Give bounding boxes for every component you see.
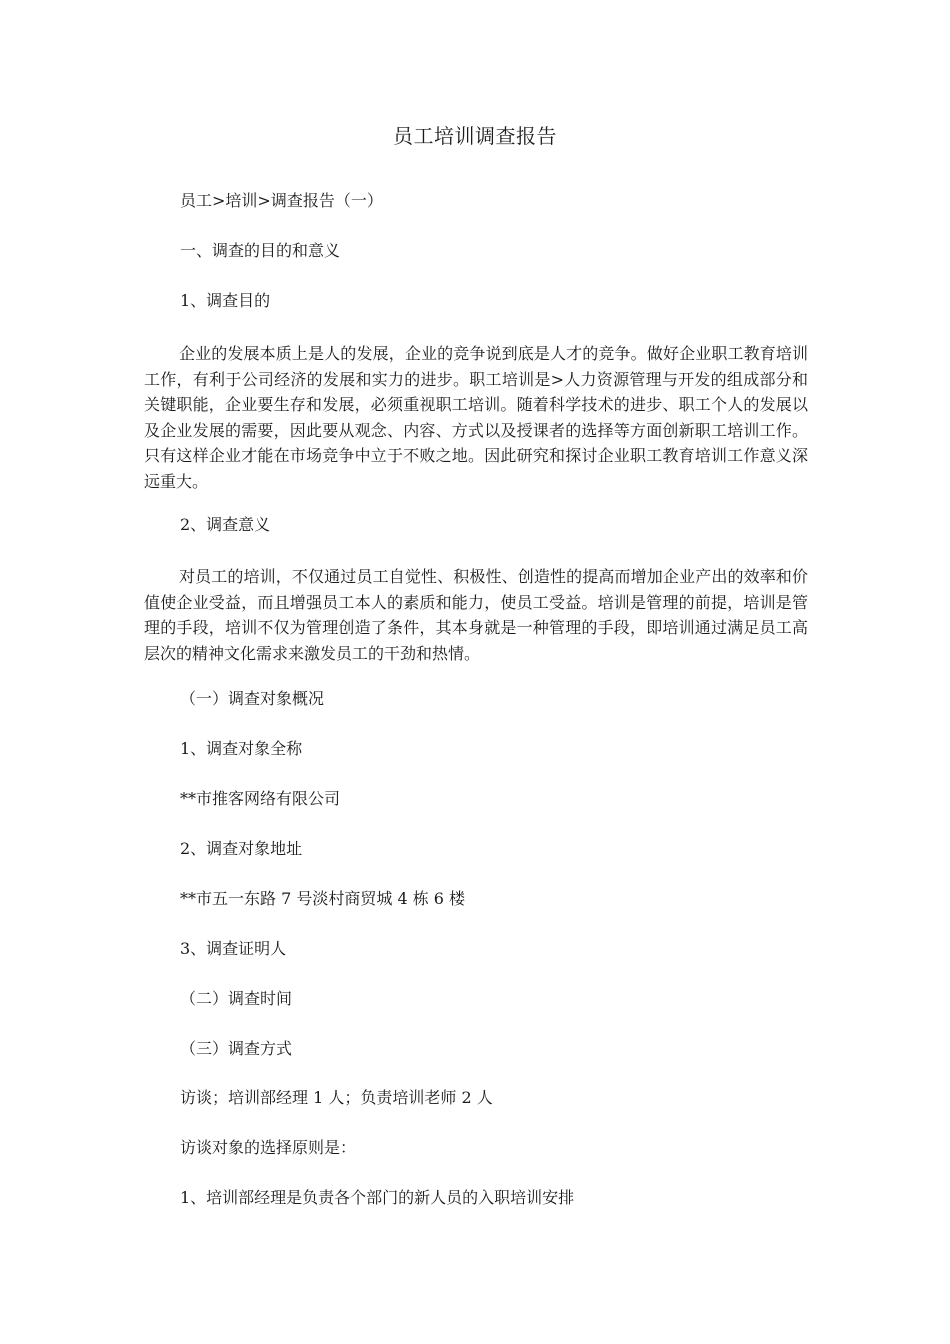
time-heading: （二）调查时间 xyxy=(180,989,293,1008)
significance-paragraph: 对员工的培训，不仅通过员工自觉性、积极性、创造性的提高而增加企业产出的效率和价值使企业受益，而且增强员工本人的素质和能力，使员工受益。培训是管理的前提，培训是管理的手段，培训不仅为管理创造了条件，其本身就是一种管理的手段，即培训通过满足员工高层次的精神文化需求来激发员工的干劲和热情。 xyxy=(144,567,808,663)
purpose-heading: 1、调查目的 xyxy=(180,291,271,310)
purpose-paragraph: 企业的发展本质上是人的发展，企业的竞争说到底是人才的竞争。做好企业职工教育培训工作，有利于公司经济的发展和实力的进步。职工培训是>人力资源管理与开发的组成部分和关键职能，企业要生存和发展，必须重视职工培训。随着科学技术的进步、职工个人的发展以及企业发展的需要，因此要从观念、内容、方式以及授课者的选择等方面创新职工培训工作。只有这样企业才能在市场竞争中立于不败之地。因此研究和探讨企业职工教育培训工作意义深远重大。 xyxy=(144,344,808,491)
selection-principle: 访谈对象的选择原则是： xyxy=(180,1138,357,1157)
witness-heading: 3、调查证明人 xyxy=(180,939,287,958)
section-heading-purpose-significance: 一、调查的目的和意义 xyxy=(180,241,341,260)
subject-name: **市推客网络有限公司 xyxy=(180,789,341,808)
principle-1: 1、培训部经理是负责各个部门的新人员的入职培训安排 xyxy=(180,1188,575,1207)
document-title: 员工培训调查报告 xyxy=(393,124,557,148)
subject-address: **市五一东路 7 号淡村商贸城 4 栋 6 楼 xyxy=(180,889,466,908)
subject-overview-heading: （一）调查对象概况 xyxy=(180,689,325,708)
breadcrumb: 员工>培训>调查报告（一） xyxy=(180,191,383,210)
subject-address-heading: 2、调查对象地址 xyxy=(180,839,303,858)
significance-heading: 2、调查意义 xyxy=(180,515,271,534)
subject-name-heading: 1、调查对象全称 xyxy=(180,739,303,758)
method-heading: （三）调查方式 xyxy=(180,1039,293,1058)
interview-text: 访谈；培训部经理 1 人；负责培训老师 2 人 xyxy=(180,1088,493,1107)
